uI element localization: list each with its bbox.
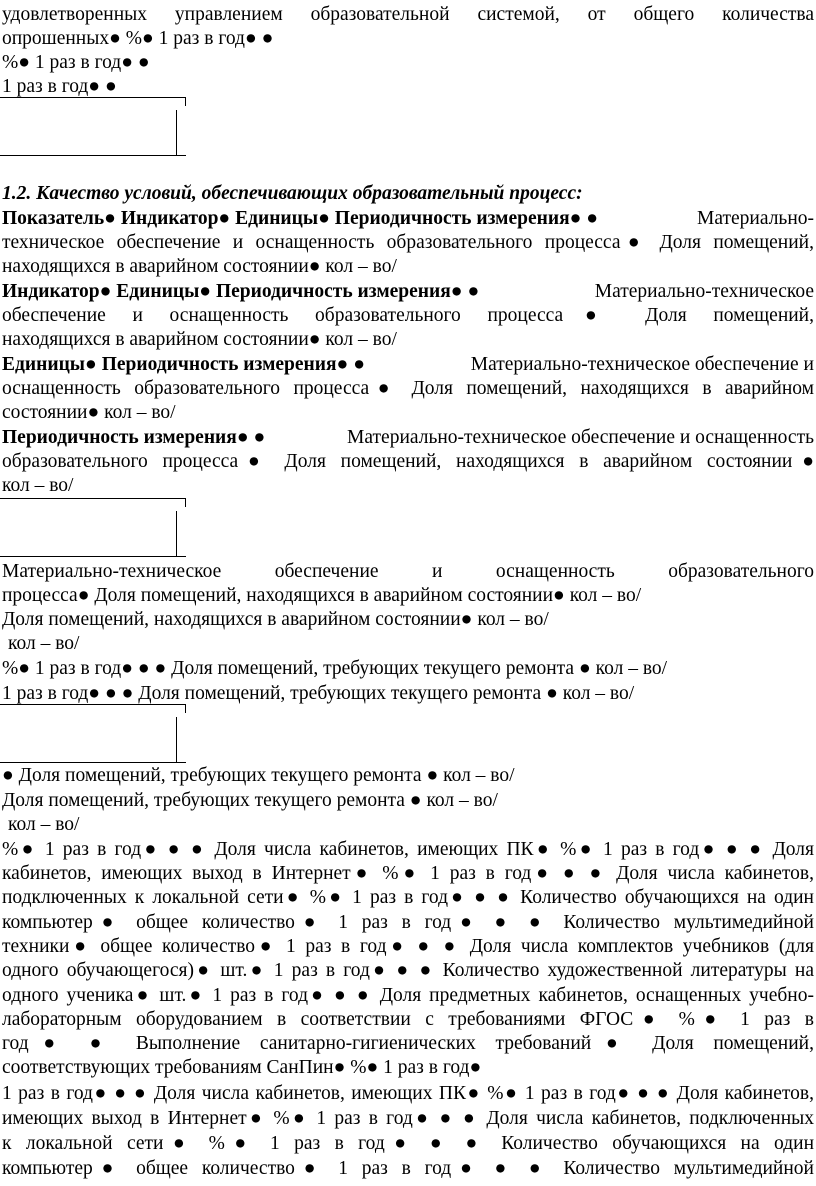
table-header-text: Индикатор● Единицы● Периодичность измерения● ● — [2, 281, 480, 302]
table-fragment — [0, 704, 186, 762]
text-line — [2, 353, 814, 377]
table-header-text: Периодичность измерения● ● — [2, 427, 266, 448]
text-line: год● ● Выполнение санитарно-гигиенических требований● Доля помещений, — [2, 1033, 814, 1054]
text-line: ● Доля помещений, требующих текущего ремонта ● кол – во/ — [2, 765, 515, 786]
text-line: %● 1 раз в год● ● ● Доля числа кабинетов, имеющих ПК● %● 1 раз в год● ● ● Доля — [2, 839, 814, 860]
text-line: лабораторным оборудованием в соответствии с требованиями ФГОС● %● 1 раз в — [2, 1009, 814, 1030]
text-line: 1 раз в год● ● ● Доля помещений, требующих текущего ремонта ● кол – во/ — [2, 683, 635, 704]
text-line: образовательного процесса● Доля помещений, находящихся в аварийном состоянии● — [2, 451, 814, 472]
text-line: опрошенных● %● 1 раз в год● ● — [2, 28, 274, 49]
text-line: компьютер● общее количество● 1 раз в год● ● ● Количество мультимедийной — [2, 1158, 814, 1179]
text-line: процесса● Доля помещений, находящихся в аварийном состоянии● кол – во/ — [2, 585, 642, 606]
text-line: кол – во/ — [2, 475, 74, 496]
text-line: одного обучающегося)● шт.● 1 раз в год● ● ● Количество художественной литературы на — [2, 960, 814, 981]
text-line: находящихся в аварийном состоянии● кол – во/ — [2, 329, 397, 350]
text-line: обеспечение и оснащенность образовательного процесса● Доля помещений, — [2, 305, 814, 326]
text-line: 1 раз в год● ● — [2, 76, 117, 97]
text-line: Материально-техническое обеспечение и оснащенность образовательного — [2, 561, 814, 582]
text-line: %● 1 раз в год● ● ● Доля помещений, требующих текущего ремонта ● кол – во/ — [2, 658, 668, 679]
text-line: компьютер● общее количество● 1 раз в год● ● ● Количество мультимедийной — [2, 912, 814, 933]
text-line — [2, 426, 814, 450]
text-fragment: Материально-техническое обеспечение и оснащенность — [347, 427, 814, 448]
table-fragment — [0, 498, 186, 556]
text-line: кол – во/ — [8, 633, 80, 654]
text-line: к локальной сети● %● 1 раз в год● ● ● Количество обучающихся на один — [2, 1133, 814, 1154]
text-line: подключенных к локальной сети● %● 1 раз в год● ● ● Количество обучающихся на один — [2, 887, 814, 908]
text-line: кол – во/ — [8, 814, 80, 835]
text-line: Доля помещений, требующих текущего ремонта ● кол – во/ — [2, 790, 498, 811]
text-line — [2, 280, 814, 304]
text-fragment: Материально-техническое — [594, 281, 814, 302]
text-line: 1 раз в год● ● ● Доля числа кабинетов, имеющих ПК● %● 1 раз в год● ● ● Доля кабинетов, — [2, 1083, 814, 1104]
text-line: оснащенность образовательного процесса● Доля помещений, находящихся в аварийном — [2, 378, 814, 399]
text-fragment: Материально-техническое обеспечение и — [470, 354, 814, 375]
table-header-text: Единицы● Периодичность измерения● ● — [2, 354, 365, 375]
text-fragment: Материально- — [697, 208, 814, 229]
text-line: %● 1 раз в год● ● — [2, 52, 150, 73]
text-line: имеющих выход в Интернет● %● 1 раз в год● ● ● Доля числа кабинетов, подключенных — [2, 1108, 814, 1129]
text-line — [2, 207, 814, 231]
text-line: техники● общее количество● 1 раз в год● ● ● Доля числа комплектов учебников (для — [2, 936, 814, 957]
text-line: Доля помещений, находящихся в аварийном состоянии● кол – во/ — [2, 609, 549, 630]
text-line: одного ученика● шт.● 1 раз в год● ● ● Доля предметных кабинетов, оснащенных учебно- — [2, 985, 814, 1006]
text-line: кабинетов, имеющих выход в Интернет● %● 1 раз в год● ● ● Доля числа кабинетов, — [2, 863, 814, 884]
text-line: соответствующих требованиям СанПин● %● 1 раз в год● — [2, 1057, 482, 1078]
text-line: техническое обеспечение и оснащенность образовательного процесса● Доля помещений, — [2, 232, 814, 253]
text-line: удовлетворенных управлением образовательной системой, от общего количества — [2, 4, 814, 25]
table-fragment — [0, 97, 186, 155]
table-header-text: Показатель● Индикатор● Единицы● Периодичность измерения● ● — [2, 208, 599, 229]
text-line: находящихся в аварийном состоянии● кол – во/ — [2, 256, 397, 277]
text-line: состоянии● кол – во/ — [2, 402, 176, 423]
section-heading: 1.2. Качество условий, обеспечивающих образовательный процесс: — [2, 183, 583, 204]
